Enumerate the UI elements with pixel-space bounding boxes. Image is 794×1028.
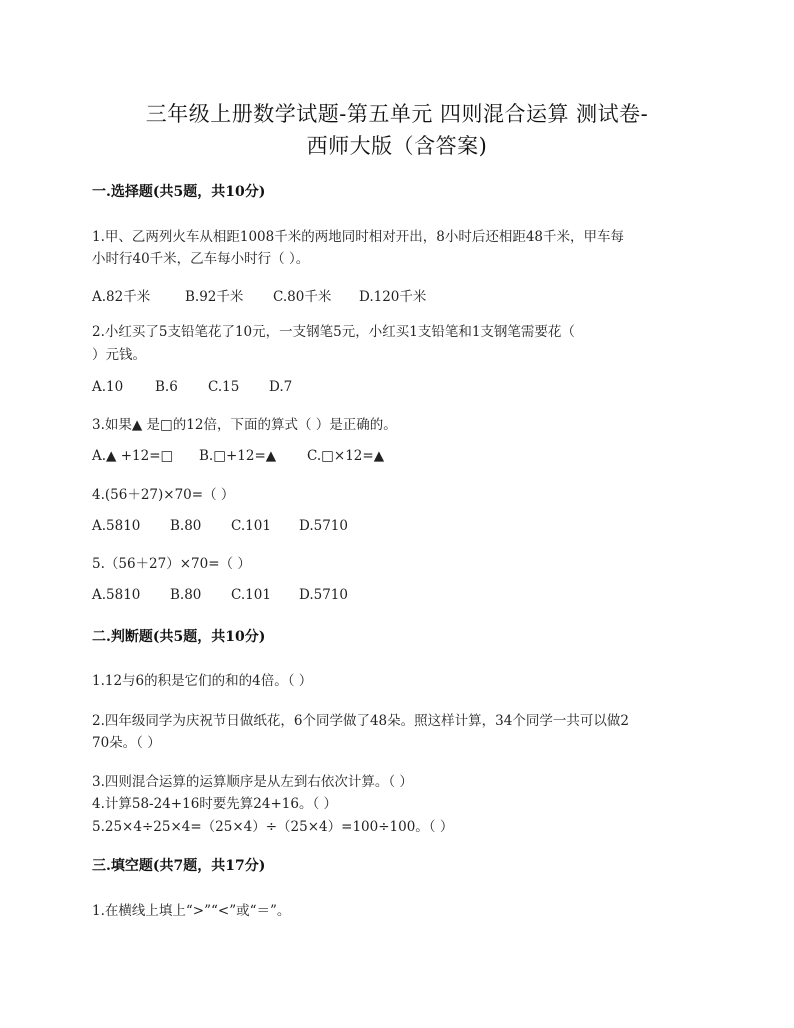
option-c: C.□×12=▲ (307, 448, 385, 464)
s2-q3-text: 3.四则混合运算的运算顺序是从左到右依次计算。（ ） (92, 774, 413, 790)
section1-heading: 一.选择题(共5题，共10分) (92, 184, 266, 200)
s1-q5-options (92, 587, 348, 603)
option-d: D.120千米 (359, 289, 427, 305)
option-a: A.5810 (92, 518, 141, 534)
option-a: A.5810 (92, 587, 141, 603)
s1-q4-text: 4.(56＋27)×70=（ ） (92, 487, 235, 503)
section2-heading: 二.判断题(共5题，共10分) (92, 629, 266, 645)
option-b: B.□+12=▲ (199, 448, 277, 464)
option-c: C.101 (231, 518, 271, 534)
option-a: A.10 (92, 379, 124, 395)
option-d: D.5710 (299, 587, 348, 603)
option-a: A.82千米 (92, 289, 151, 305)
option-c: C.101 (231, 587, 271, 603)
s1-q3-options (92, 448, 384, 464)
s2-q4-text: 4.计算58-24+16时要先算24+16。（ ） (92, 796, 337, 812)
s2-q2-text-line2: 70朵。（ ） (92, 735, 161, 751)
s1-q1-options (92, 285, 426, 305)
option-b: B.80 (170, 587, 202, 603)
option-d: D.5710 (299, 518, 348, 534)
s1-q3-text: 3.如果▲ 是□的12倍，下面的算式（ ）是正确的。 (92, 417, 397, 433)
option-c: C.15 (208, 379, 240, 395)
s1-q5-text: 5.（56＋27）×70=（ ） (92, 556, 251, 572)
option-d: D.7 (269, 379, 293, 395)
option-b: B.80 (170, 518, 202, 534)
s1-q1-text-line2: 小时行40千米，乙车每小时行（ ）。 (92, 251, 310, 267)
s3-q1-text: 1.在横线上填上“>”“<”或“＝”。 (92, 903, 291, 919)
s2-q1-text: 1.12与6的积是它们的和的4倍。（ ） (92, 673, 313, 689)
s1-q2-text-line2: ）元钱。 (92, 347, 146, 363)
s1-q2-options (92, 379, 292, 395)
s1-q2-text-line1: 2.小红买了5支铅笔花了10元，一支钢笔5元，小红买1支铅笔和1支钢笔需要花（ (92, 324, 575, 340)
s2-q2-text-line1: 2.四年级同学为庆祝节日做纸花，6个同学做了48朵。照这样计算，34个同学一共可以做2 (92, 713, 629, 729)
option-c: C.80千米 (273, 289, 332, 305)
section3-heading: 三.填空题(共7题，共17分) (92, 858, 266, 874)
s2-q5-text: 5.25×4÷25×4=（25×4）÷（25×4）=100÷100。（ ） (92, 819, 454, 835)
option-b: B.92千米 (185, 289, 244, 305)
option-a: A.▲ +12=□ (92, 448, 174, 464)
option-b: B.6 (155, 379, 178, 395)
s1-q4-options (92, 518, 348, 534)
s1-q1-text-line1: 1.甲、乙两列火车从相距1008千米的两地同时相对开出，8小时后还相距48千米，甲车每 (92, 229, 625, 245)
page-title-line1: 三年级上册数学试题-第五单元 四则混合运算 测试卷- (145, 102, 649, 126)
page-title-line2: 西师大版（含答案) (306, 134, 488, 158)
